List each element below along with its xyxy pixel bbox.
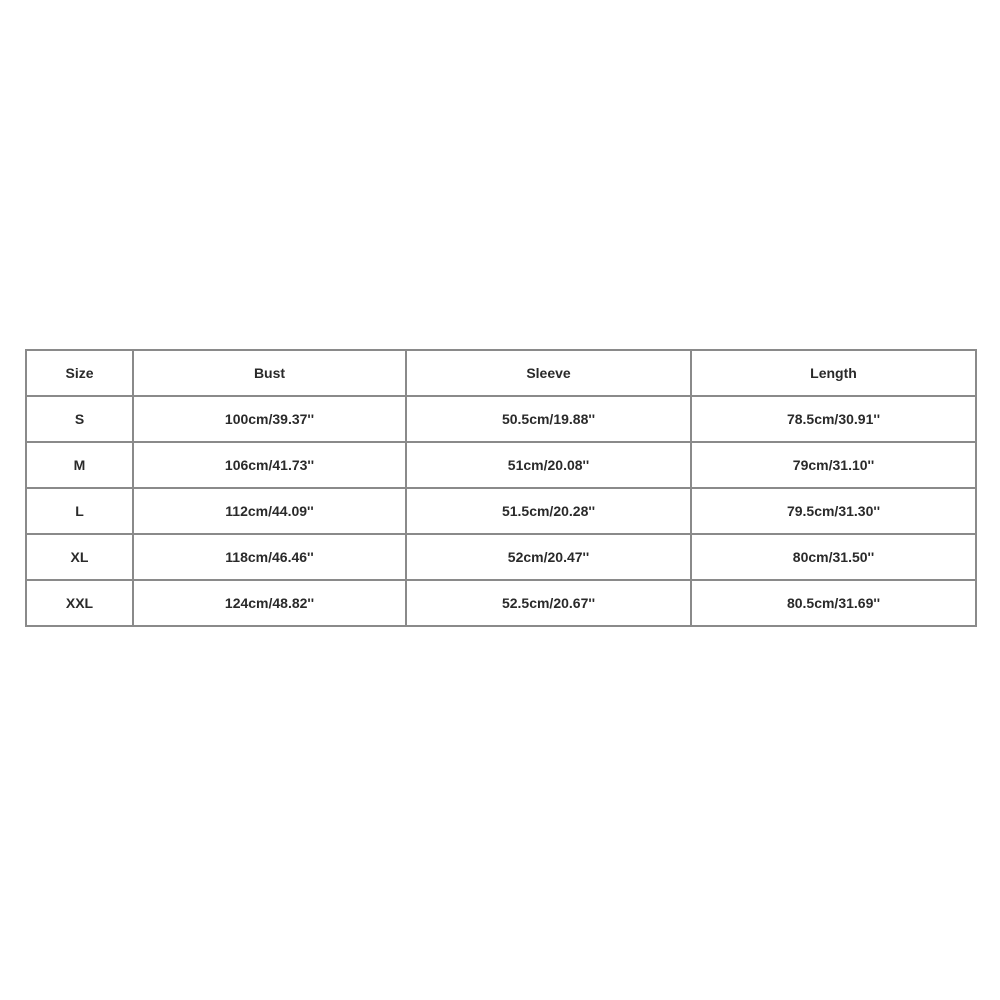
sleeve-cell: 52cm/20.47'': [406, 534, 691, 580]
size-cell: M: [26, 442, 133, 488]
length-cell: 79cm/31.10'': [691, 442, 976, 488]
header-bust: Bust: [133, 350, 406, 396]
length-cell: 79.5cm/31.30'': [691, 488, 976, 534]
header-sleeve: Sleeve: [406, 350, 691, 396]
table-row: [26, 442, 976, 488]
bust-cell: 112cm/44.09'': [133, 488, 406, 534]
sleeve-cell: 50.5cm/19.88'': [406, 396, 691, 442]
sleeve-cell: 51cm/20.08'': [406, 442, 691, 488]
header-length: Length: [691, 350, 976, 396]
size-cell: L: [26, 488, 133, 534]
bust-cell: 100cm/39.37'': [133, 396, 406, 442]
table-row: [26, 488, 976, 534]
table-row: [26, 580, 976, 626]
length-cell: 80cm/31.50'': [691, 534, 976, 580]
table-row: [26, 396, 976, 442]
size-chart-table: [25, 349, 977, 627]
sleeve-cell: 51.5cm/20.28'': [406, 488, 691, 534]
sleeve-cell: 52.5cm/20.67'': [406, 580, 691, 626]
bust-cell: 118cm/46.46'': [133, 534, 406, 580]
length-cell: 80.5cm/31.69'': [691, 580, 976, 626]
table-row: [26, 534, 976, 580]
size-cell: XL: [26, 534, 133, 580]
header-size: Size: [26, 350, 133, 396]
header-row: [26, 350, 976, 396]
size-cell: XXL: [26, 580, 133, 626]
length-cell: 78.5cm/30.91'': [691, 396, 976, 442]
bust-cell: 124cm/48.82'': [133, 580, 406, 626]
size-cell: S: [26, 396, 133, 442]
bust-cell: 106cm/41.73'': [133, 442, 406, 488]
